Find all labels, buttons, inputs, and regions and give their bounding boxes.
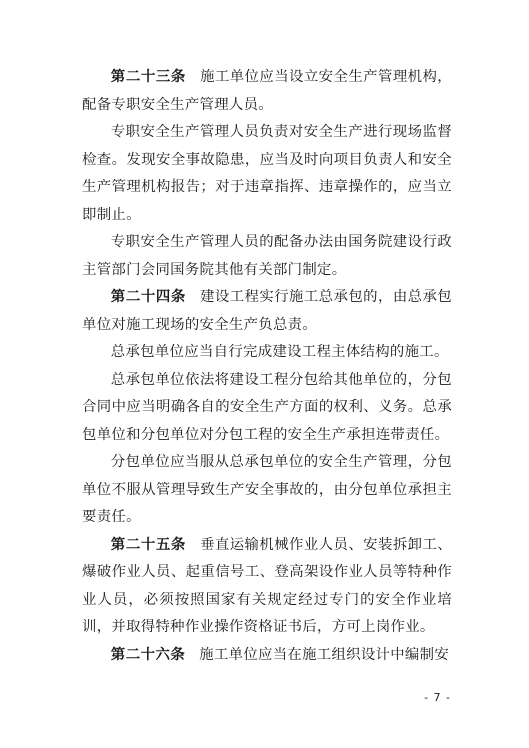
paragraph-text: 施工单位应当设立安全生产管理机构，配备专职安全生产管理人员。 xyxy=(82,69,452,113)
article-number: 第二十四条 xyxy=(110,289,186,305)
paragraph-text: 专职安全生产管理人员的配备办法由国务院建设行政主管部门会同国务院其他有关部门制定。 xyxy=(82,234,452,278)
body-paragraph xyxy=(82,339,452,367)
paragraph-text: 垂直运输机械作业人员、安装拆卸工、爆破作业人员、起重信号工、登高架设作业人员等特种作业人员，必须按照国家有关规定经过专门的安全作业培训，并取得特种作业操作资格证书后，方可上岗作业。 xyxy=(82,536,452,635)
article-number: 第二十三条 xyxy=(110,69,186,85)
body-paragraph xyxy=(82,119,452,229)
paragraph-text: 建设工程实行施工总承包的，由总承包单位对施工现场的安全生产负总责。 xyxy=(82,289,452,333)
article-26-paragraph xyxy=(82,642,452,670)
article-24-paragraph xyxy=(82,284,452,339)
body-paragraph xyxy=(82,449,452,532)
paragraph-text: 分包单位应当服从总承包单位的安全生产管理，分包单位不服从管理导致生产安全事故的，由分包单位承担主要责任。 xyxy=(82,454,452,525)
body-paragraph xyxy=(82,367,452,450)
article-25-paragraph xyxy=(82,532,452,642)
article-number: 第二十五条 xyxy=(110,536,186,553)
paragraph-text: 总承包单位应当自行完成建设工程主体结构的施工。 xyxy=(110,344,449,360)
article-number: 第二十六条 xyxy=(110,646,186,663)
paragraph-text: 专职安全生产管理人员负责对安全生产进行现场监督检查。发现安全事故隐患，应当及时向项目负责人和安全生产管理机构报告；对于违章指挥、违章操作的，应当立即制止。 xyxy=(82,124,452,223)
body-paragraph xyxy=(82,229,452,284)
paragraph-text: 施工单位应当在施工组织设计中编制安 xyxy=(199,646,450,663)
article-23-paragraph xyxy=(82,64,452,119)
paragraph-text: 总承包单位依法将建设工程分包给其他单位的，分包合同中应当明确各自的安全生产方面的权利、义务。总承包单位和分包单位对分包工程的安全生产承担连带责任。 xyxy=(82,371,452,443)
page-number: - 7 - xyxy=(424,691,451,704)
document-body xyxy=(82,64,452,669)
